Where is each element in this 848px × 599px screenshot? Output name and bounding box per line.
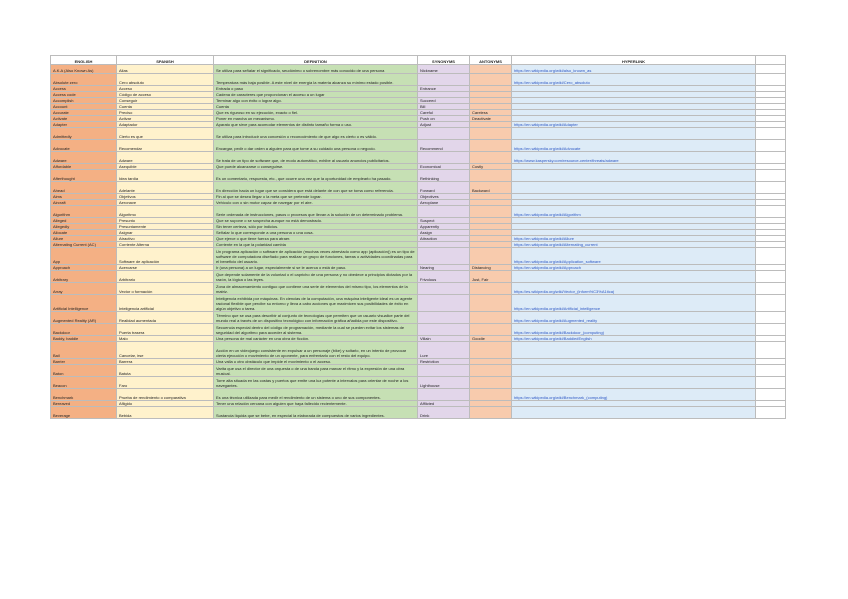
english-cell[interactable]: Access code [51, 92, 117, 98]
table-row [51, 248, 786, 265]
hyperlink-cell[interactable] [512, 170, 756, 182]
hyperlink-cell[interactable]: https://en.wikipedia.org/wiki/Application_software [512, 248, 756, 265]
english-cell[interactable]: Absolute zero [51, 74, 117, 86]
empty-cell[interactable] [756, 295, 786, 312]
definition-cell[interactable]: Poner en marcha un mecanismo. [214, 116, 418, 122]
english-cell[interactable]: Algorithm [51, 206, 117, 218]
hyperlink-cell[interactable] [512, 342, 756, 359]
hyperlink-cell[interactable]: https://en.wikipedia.org/wiki/Cero_absoluto [512, 74, 756, 86]
header-english[interactable]: ENGLISH [51, 56, 117, 65]
synonyms-cell[interactable]: Aeroplane [418, 200, 470, 206]
synonyms-cell[interactable] [418, 312, 470, 324]
spanish-cell[interactable]: Acercarse [117, 265, 214, 271]
antonyms-cell[interactable] [470, 324, 512, 336]
english-cell[interactable]: Alternating Current (AC) [51, 242, 117, 248]
synonyms-cell[interactable]: Afflicted [418, 401, 470, 407]
english-cell[interactable]: A.K.A (Also Known As) [51, 65, 117, 74]
english-cell[interactable]: Advocate [51, 140, 117, 152]
table-row [51, 170, 786, 182]
table-row [51, 182, 786, 194]
hyperlink-cell[interactable]: https://en.wikipedia.org/wiki/Baddie#English [512, 336, 756, 342]
table-row [51, 312, 786, 324]
definition-cell[interactable]: Serie ordenada de instrucciones, pasos o procesos que llevan a la solución de un determinado problema. [214, 206, 418, 218]
english-cell[interactable]: Arbitrary [51, 271, 117, 283]
spanish-cell[interactable]: Cancelar, irse [117, 342, 214, 359]
synonyms-cell[interactable]: Push on [418, 116, 470, 122]
synonyms-cell[interactable] [418, 74, 470, 86]
antonyms-cell[interactable]: Goodie [470, 336, 512, 342]
definition-cell[interactable]: Ir (una persona) a un lugar, especialmente si se le acerca o está de paso. [214, 265, 418, 271]
definition-cell[interactable]: Varita que usa el director de una orquesta o de una banda para marcar el ritmo y la expresión de una obra musical. [214, 365, 418, 377]
hyperlink-cell[interactable]: https://en.wikipedia.org/wiki/also_known_as [512, 65, 756, 74]
english-cell[interactable]: Affordable [51, 164, 117, 170]
antonyms-cell[interactable]: Deactivate [470, 116, 512, 122]
spanish-cell[interactable]: Realidad aumentada [117, 312, 214, 324]
spanish-cell[interactable]: Bebida [117, 407, 214, 419]
spanish-cell[interactable]: Faro [117, 377, 214, 389]
spanish-cell[interactable]: Recomendar [117, 140, 214, 152]
definition-cell[interactable]: Cuenta [214, 104, 418, 110]
spanish-cell[interactable]: Cuenta [117, 104, 214, 110]
synonyms-cell[interactable]: Succeed [418, 98, 470, 104]
synonyms-cell[interactable]: Entrance [418, 86, 470, 92]
synonyms-cell[interactable]: Bill [418, 104, 470, 110]
synonyms-cell[interactable]: Economical [418, 164, 470, 170]
definition-cell[interactable]: Que se supone o se sospecha aunque no está demostrado. [214, 218, 418, 224]
antonyms-cell[interactable]: Careless [470, 110, 512, 116]
definition-cell[interactable]: Secuencia especial dentro del código de programación, mediante la cual se pueden evitar los sistemas de seguridad del algoritmo para acceder al sistema. [214, 324, 418, 336]
english-cell[interactable]: Baddy, baddie [51, 336, 117, 342]
spanish-cell[interactable]: Presuntamente [117, 224, 214, 230]
empty-cell[interactable] [756, 342, 786, 359]
empty-cell[interactable] [756, 128, 786, 140]
synonyms-cell[interactable]: Adjust [418, 122, 470, 128]
table-row [51, 283, 786, 295]
spanish-cell[interactable]: Adware [117, 152, 214, 164]
table-row [51, 295, 786, 312]
spanish-cell[interactable]: Adelante [117, 182, 214, 194]
empty-cell[interactable] [756, 74, 786, 86]
spanish-cell[interactable]: Arbitrario [117, 271, 214, 283]
synonyms-cell[interactable] [418, 389, 470, 401]
synonyms-cell[interactable] [418, 365, 470, 377]
synonyms-cell[interactable] [418, 248, 470, 265]
antonyms-cell[interactable] [470, 389, 512, 401]
definition-cell[interactable]: Señalar lo que corresponde a una persona o una cosa. [214, 230, 418, 236]
synonyms-cell[interactable]: Assign [418, 230, 470, 236]
spanish-cell[interactable]: Batuta [117, 365, 214, 377]
hyperlink-cell[interactable] [512, 271, 756, 283]
table-row [51, 342, 786, 359]
spanish-cell[interactable]: Cero absoluto [117, 74, 214, 86]
english-cell[interactable]: Access [51, 86, 117, 92]
empty-cell[interactable] [756, 271, 786, 283]
english-cell[interactable]: Account [51, 104, 117, 110]
header-row [51, 56, 786, 65]
definition-cell[interactable]: Que puede alcanzarse o conseguirse. [214, 164, 418, 170]
header-definition[interactable]: DEFINITION [214, 56, 418, 65]
empty-cell[interactable] [756, 324, 786, 336]
synonyms-cell[interactable] [418, 295, 470, 312]
hyperlink-cell[interactable]: https://en.wikipedia.org/wiki/Benchmark_(computing) [512, 389, 756, 401]
definition-cell[interactable]: Término que se usa para describir al conjunto de tecnologías que permiten que un usuario visualice parte del mundo real a través de un dispositivo tecnológico con información gráfica añadida por este dispositivo. [214, 312, 418, 324]
header-antonyms[interactable]: ANTONYMS [470, 56, 512, 65]
antonyms-cell[interactable] [470, 295, 512, 312]
definition-cell[interactable]: Inteligencia exhibida por máquinas. En ciencias de la computación, una máquina inteligente ideal es un agente racional flexible que percibe su entorno y lleva a cabo acciones que maximicen sus posibilidades de éxito en algún objetivo o tarea. [214, 295, 418, 312]
spanish-cell[interactable]: Software de aplicación [117, 248, 214, 265]
definition-cell[interactable]: Se trata de un tipo de software que, de modo automático, exhibe al usuario anuncios publicitarios. [214, 152, 418, 164]
antonyms-cell[interactable] [470, 342, 512, 359]
vocabulary-table [50, 55, 786, 419]
spanish-cell[interactable]: Asignar [117, 230, 214, 236]
spanish-cell[interactable]: Objetivos [117, 194, 214, 200]
english-cell[interactable]: Ahead [51, 182, 117, 194]
empty-cell[interactable] [756, 312, 786, 324]
synonyms-cell[interactable]: Apparently [418, 224, 470, 230]
empty-cell[interactable] [756, 182, 786, 194]
definition-cell[interactable]: Torre alta situada en las costas y puertos que emite una luz potente a intervalos para orientar de noche a los navegantes. [214, 377, 418, 389]
empty-cell[interactable] [756, 283, 786, 295]
spanish-cell[interactable]: Vector o formación [117, 283, 214, 295]
definition-cell[interactable]: Sustancia líquida que se bebe, en especial la elaborada de compuestos de varios ingredientes. [214, 407, 418, 419]
spanish-cell[interactable]: Presunto [117, 218, 214, 224]
definition-cell[interactable]: Un programa aplicación o software de aplicación (muchas veces abreviado como app (aplicación)) es un tipo de software de computadora diseñado para realizar un grupo de funciones, tareas o actividades coordinadas para el beneficio del usuario. [214, 248, 418, 265]
synonyms-cell[interactable] [418, 206, 470, 218]
empty-cell[interactable] [756, 170, 786, 182]
definition-cell[interactable]: Se utiliza para introducir una concesión o reconocimiento de que algo es cierto o es válido. [214, 128, 418, 140]
spanish-cell[interactable]: Barrera [117, 359, 214, 365]
hyperlink-cell[interactable]: https://en.wikipedia.org/wiki/Alternating_current [512, 242, 756, 248]
hyperlink-cell[interactable]: https://en.wikipedia.org/wiki/Approach [512, 265, 756, 271]
table-body [51, 65, 786, 419]
antonyms-cell[interactable]: Backward [470, 182, 512, 194]
empty-cell[interactable] [756, 365, 786, 377]
antonyms-cell[interactable] [470, 140, 512, 152]
table-row [51, 128, 786, 140]
synonyms-cell[interactable]: Careful [418, 110, 470, 116]
english-cell[interactable]: Allocate [51, 230, 117, 236]
english-cell[interactable]: Accurate [51, 110, 117, 116]
antonyms-cell[interactable]: Just, Fair [470, 271, 512, 283]
definition-cell[interactable]: Aparato que sirve para acomodar elementos de distinto tamaño forma o uso. [214, 122, 418, 128]
spanish-cell[interactable]: Código de acceso [117, 92, 214, 98]
table-row [51, 377, 786, 389]
empty-cell[interactable] [756, 152, 786, 164]
antonyms-cell[interactable] [470, 65, 512, 74]
english-cell[interactable]: Artificial Intelligence [51, 295, 117, 312]
spanish-cell[interactable]: Algoritmo [117, 206, 214, 218]
spanish-cell[interactable]: Preciso [117, 110, 214, 116]
spanish-cell[interactable]: Conseguir [117, 98, 214, 104]
table-row [51, 389, 786, 401]
english-cell[interactable]: Aircraft [51, 200, 117, 206]
spanish-cell[interactable]: Asequible [117, 164, 214, 170]
english-cell[interactable]: Approach [51, 265, 117, 271]
english-cell[interactable]: Backdoor [51, 324, 117, 336]
spanish-cell[interactable]: Inteligencia artificial [117, 295, 214, 312]
hyperlink-cell[interactable] [512, 128, 756, 140]
spanish-cell[interactable]: Activar [117, 116, 214, 122]
hyperlink-cell[interactable]: https://en.wikipedia.org/wiki/Allure [512, 236, 756, 242]
table-row [51, 74, 786, 86]
hyperlink-cell[interactable]: https://www.kaspersky.com/resource-center/threats/adware [512, 152, 756, 164]
english-cell[interactable]: Allegedly [51, 224, 117, 230]
synonyms-cell[interactable] [418, 324, 470, 336]
english-cell[interactable]: Aims [51, 194, 117, 200]
english-cell[interactable]: Alleged [51, 218, 117, 224]
antonyms-cell[interactable]: Distancing [470, 265, 512, 271]
header-empty[interactable] [756, 56, 786, 65]
header-spanish[interactable]: SPANISH [117, 56, 214, 65]
spanish-cell[interactable]: Idea tardía [117, 170, 214, 182]
antonyms-cell[interactable] [470, 170, 512, 182]
synonyms-cell[interactable] [418, 283, 470, 295]
hyperlink-cell[interactable]: https://en.wikipedia.org/wiki/Backdoor_(computing) [512, 324, 756, 336]
definition-cell[interactable]: Fin al que se desea llegar o la meta que se pretende lograr. [214, 194, 418, 200]
antonyms-cell[interactable] [470, 128, 512, 140]
spanish-cell[interactable]: Alias [117, 65, 214, 74]
synonyms-cell[interactable]: Restriction [418, 359, 470, 365]
definition-cell[interactable]: Cadena de caracteres que proporcionan el acceso a un lugar [214, 92, 418, 98]
hyperlink-cell[interactable] [512, 407, 756, 419]
empty-cell[interactable] [756, 407, 786, 419]
hyperlink-cell[interactable]: https://en.wikipedia.org/wiki/Advocate [512, 140, 756, 152]
antonyms-cell[interactable] [470, 365, 512, 377]
table-row [51, 140, 786, 152]
antonyms-cell[interactable] [470, 248, 512, 265]
english-cell[interactable]: Beacon [51, 377, 117, 389]
english-cell[interactable]: Allure [51, 236, 117, 242]
antonyms-cell[interactable] [470, 206, 512, 218]
definition-cell[interactable]: Corriente en la que la polaridad cambia [214, 242, 418, 248]
english-cell[interactable]: App [51, 248, 117, 265]
hyperlink-cell[interactable] [512, 365, 756, 377]
definition-cell[interactable]: Que ejerce o que tiene fuerza para atraer. [214, 236, 418, 242]
english-cell[interactable]: Adware [51, 152, 117, 164]
antonyms-cell[interactable]: Costly [470, 164, 512, 170]
hyperlink-cell[interactable]: https://en.wikipedia.org/wiki/Augmented_reality [512, 312, 756, 324]
synonyms-cell[interactable]: Attraction [418, 236, 470, 242]
table-row [51, 65, 786, 74]
spanish-cell[interactable]: Puerta trasera [117, 324, 214, 336]
antonyms-cell[interactable] [470, 74, 512, 86]
definition-cell[interactable]: Una persona de mal carácter en una obra de ficción. [214, 336, 418, 342]
table-row [51, 271, 786, 283]
english-cell[interactable]: Barrier [51, 359, 117, 365]
synonyms-cell[interactable]: Recommend [418, 140, 470, 152]
english-cell[interactable]: Adapter [51, 122, 117, 128]
empty-cell[interactable] [756, 377, 786, 389]
definition-cell[interactable]: Zona de almacenamiento contiguo que contiene una serie de elementos del mismo tipo, los elementos de la matriz. [214, 283, 418, 295]
spanish-cell[interactable]: Cierto es que [117, 128, 214, 140]
spanish-cell[interactable]: Aeronave [117, 200, 214, 206]
spanish-cell[interactable]: Atractivo [117, 236, 214, 242]
english-cell[interactable]: Afterthought [51, 170, 117, 182]
hyperlink-cell[interactable]: https://es.wikipedia.org/wiki/Vector_(inform%C3%A1tica) [512, 283, 756, 295]
synonyms-cell[interactable]: Lighthouse [418, 377, 470, 389]
antonyms-cell[interactable] [470, 407, 512, 419]
synonyms-cell[interactable]: Objectives [418, 194, 470, 200]
english-cell[interactable]: Bail [51, 342, 117, 359]
spanish-cell[interactable]: Adaptador [117, 122, 214, 128]
definition-cell[interactable]: Sin tener certeza, sólo por indicios. [214, 224, 418, 230]
antonyms-cell[interactable] [470, 312, 512, 324]
definition-cell[interactable]: Tener una relación cercana con alguien que haya fallecido recientemente. [214, 401, 418, 407]
english-cell[interactable]: Benchmark [51, 389, 117, 401]
synonyms-cell[interactable] [418, 128, 470, 140]
spanish-cell[interactable]: Acceso [117, 86, 214, 92]
synonyms-cell[interactable]: Nearing [418, 265, 470, 271]
english-cell[interactable]: Array [51, 283, 117, 295]
synonyms-cell[interactable]: Forward [418, 182, 470, 194]
header-synonyms[interactable]: SYNONYMS [418, 56, 470, 65]
spanish-cell[interactable]: Afligido [117, 401, 214, 407]
empty-cell[interactable] [756, 389, 786, 401]
english-cell[interactable]: Accomplish [51, 98, 117, 104]
hyperlink-cell[interactable]: https://en.wikipedia.org/wiki/Artificial_intelligence [512, 295, 756, 312]
english-cell[interactable]: Augmented Reality (AR) [51, 312, 117, 324]
definition-cell[interactable]: Temperatura más baja posible. A este nivel de energía la materia alcanza su mínimo estado posible. [214, 74, 418, 86]
synonyms-cell[interactable]: Rethinking [418, 170, 470, 182]
table-row [51, 206, 786, 218]
empty-cell[interactable] [756, 140, 786, 152]
synonyms-cell[interactable]: Suspect [418, 218, 470, 224]
header-hyperlink[interactable]: HYPERLINK [512, 56, 756, 65]
definition-cell[interactable]: Es un comentario, respuesta, etc., que ocurre una vez que la oportunidad de emplearlo ha pasado. [214, 170, 418, 182]
definition-cell[interactable]: Vehículo con o sin motor capaz de navegar por el aire. [214, 200, 418, 206]
table-row [51, 152, 786, 164]
synonyms-cell[interactable]: Nickname [418, 65, 470, 74]
english-cell[interactable]: Admittedly [51, 128, 117, 140]
hyperlink-cell[interactable] [512, 182, 756, 194]
antonyms-cell[interactable] [470, 152, 512, 164]
english-cell[interactable]: Beverage [51, 407, 117, 419]
hyperlink-cell[interactable] [512, 377, 756, 389]
english-cell[interactable]: Bereaved [51, 401, 117, 407]
definition-cell[interactable]: Acción en un videojuego consistente en expulsar a un personaje (bike) y soltarlo, en un intento de provocar cierta ejecución o movimiento de un oponente, para enfrentarlo con el resto del equipo. [214, 342, 418, 359]
hyperlink-cell[interactable]: https://en.wikipedia.org/wiki/Adapter [512, 122, 756, 128]
antonyms-cell[interactable] [470, 283, 512, 295]
table-row [51, 407, 786, 419]
definition-cell[interactable]: Que es riguroso en su ejecución, exacto o fiel. [214, 110, 418, 116]
english-cell[interactable]: Activate [51, 116, 117, 122]
spanish-cell[interactable]: Malo [117, 336, 214, 342]
definition-cell[interactable]: Entrada o paso [214, 86, 418, 92]
definition-cell[interactable]: Que depende solamente de la voluntad o el capricho de una persona y no obedece a principios dictados por la razón, la lógica o las leyes. [214, 271, 418, 283]
english-cell[interactable]: Baton [51, 365, 117, 377]
definition-cell[interactable]: Terminar algo con éxito o lograr algo. [214, 98, 418, 104]
empty-cell[interactable] [756, 65, 786, 74]
definition-cell[interactable]: Es una técnica utilizada para medir el rendimiento de un sistema o uno de sus componentes. [214, 389, 418, 401]
spanish-cell[interactable]: Prueba de rendimiento o comparativa [117, 389, 214, 401]
synonyms-cell[interactable]: Drink [418, 407, 470, 419]
empty-cell[interactable] [756, 206, 786, 218]
spanish-cell[interactable]: Corriente Alterna [117, 242, 214, 248]
hyperlink-cell[interactable]: https://en.wikipedia.org/wiki/Algorithm [512, 206, 756, 218]
empty-cell[interactable] [756, 248, 786, 265]
antonyms-cell[interactable] [470, 377, 512, 389]
synonyms-cell[interactable]: Frivolous [418, 271, 470, 283]
synonyms-cell[interactable]: Villain [418, 336, 470, 342]
definition-cell[interactable]: Se utiliza para señalar el significado, seudónimo o sobrenombre más conocido de una persona [214, 65, 418, 74]
synonyms-cell[interactable]: Lure [418, 342, 470, 359]
definition-cell[interactable]: En dirección hacia un lugar que se considera que está delante de con que se toma como referencia. [214, 182, 418, 194]
table-row [51, 324, 786, 336]
definition-cell[interactable]: Encargar, pedir o dar orden a alguien para que tome a su cuidado una persona o negocio. [214, 140, 418, 152]
definition-cell[interactable]: Una valla u otro obstáculo que impide el movimiento o el acceso. [214, 359, 418, 365]
table-row [51, 365, 786, 377]
synonyms-cell[interactable] [418, 152, 470, 164]
